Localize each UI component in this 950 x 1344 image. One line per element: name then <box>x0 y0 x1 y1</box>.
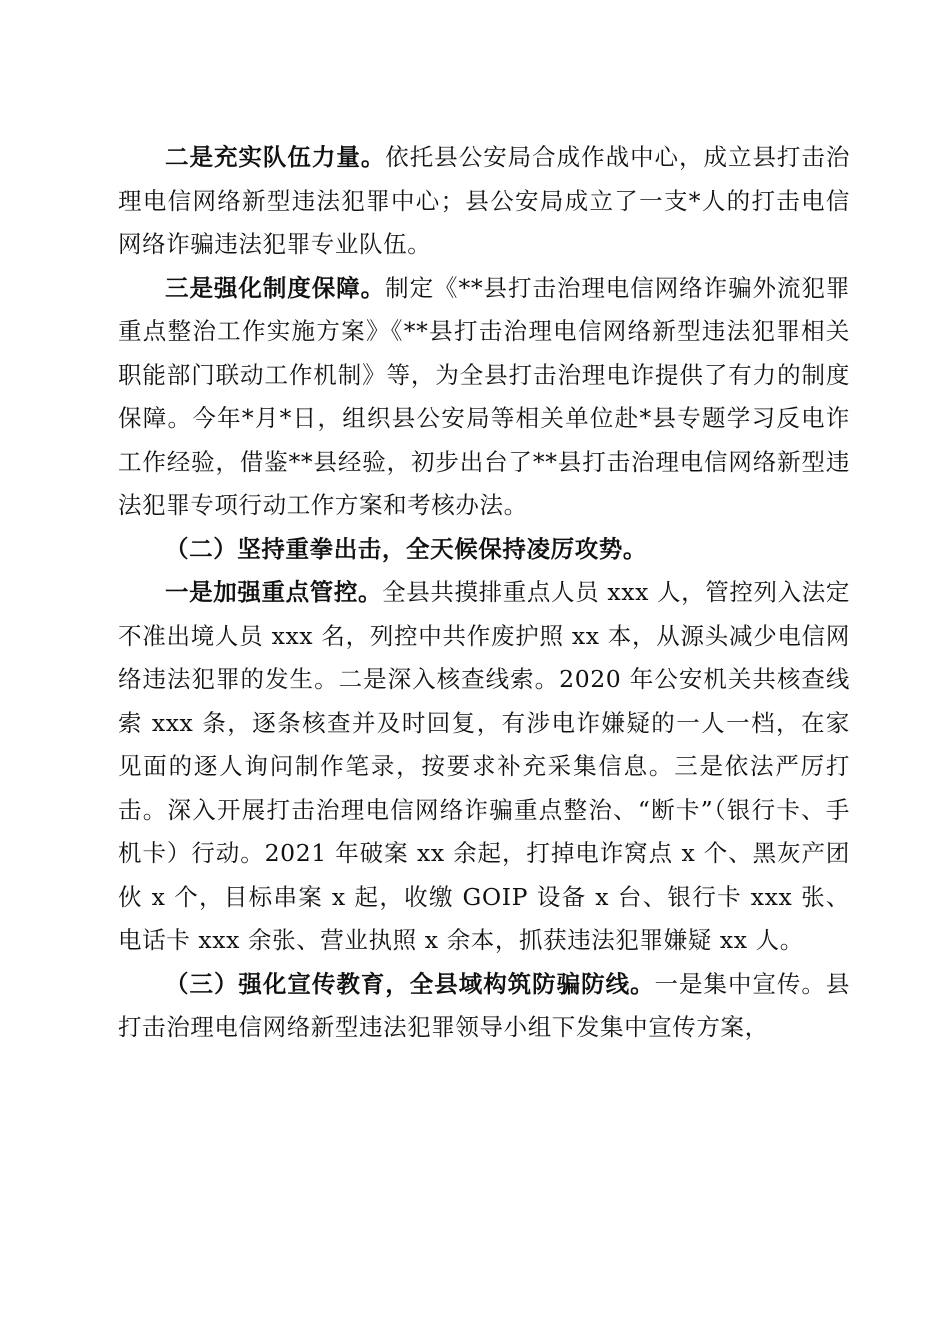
paragraph-lead: 一是加强重点管控。 <box>165 578 383 606</box>
paragraph-body: 一是集中宣传。县打击治理电信网络新型违法犯罪领导小组下发集中宣传方案， <box>118 969 850 1041</box>
paragraph-lead: 二是充实队伍力量。 <box>165 143 386 171</box>
paragraph-strengthen-system <box>118 267 850 528</box>
paragraph-strengthen-team <box>118 136 850 267</box>
paragraph-body: 依托县公安局合成作战中心，成立县打击治理电信网络新型违法犯罪中心；县公安局成立了一支*人的打击电信网络诈骗违法犯罪专业队伍。 <box>118 143 850 258</box>
paragraph-key-control <box>118 571 850 963</box>
paragraph-body: 全县共摸排重点人员 xxx 人，管控列入法定不准出境人员 xxx 名，列控中共作废护照 xx 本，从源头减少电信网络违法犯罪的发生。二是深入核查线索。2020 年公安机关共核查线索 xxx 条，逐条核查并及时回复，有涉电诈嫌疑的一人一档，在家见面的逐人询问制作笔录，按要求补充采集信息。三是依法严厉打击。深入开展打击治理电信网络诈骗重点整治、“断卡”（银行卡、手机卡）行动。2021 年破案 xx 余起，打掉电诈窝点 x 个、黑灰产团伙 x 个，目标串案 x 起，收缴 GOIP 设备 x 台、银行卡 xxx 张、电话卡 xxx 余张、营业执照 x 余本，抓获违法犯罪嫌疑 xx 人。 <box>118 578 850 954</box>
paragraph-body: 制定《**县打击治理电信网络诈骗外流犯罪重点整治工作实施方案》《**县打击治理电信网络新型违法犯罪相关职能部门联动工作机制》等，为全县打击治理电诈提供了有力的制度保障。今年*月*日，组织县公安局等相关单位赴*县专题学习反电诈工作经验，借鉴**县经验，初步出台了**县打击治理电信网络新型违法犯罪专项行动工作方案和考核办法。 <box>118 273 851 519</box>
paragraph-lead: 三是强化制度保障。 <box>165 273 386 302</box>
section-heading-2: （二）坚持重拳出击，全天候保持凌厉攻势。 <box>165 534 647 563</box>
document-page <box>118 136 850 1050</box>
paragraph-publicity <box>118 963 850 1050</box>
section-heading-3: （三）强化宣传教育，全县域构筑防骗防线。 <box>165 969 655 998</box>
